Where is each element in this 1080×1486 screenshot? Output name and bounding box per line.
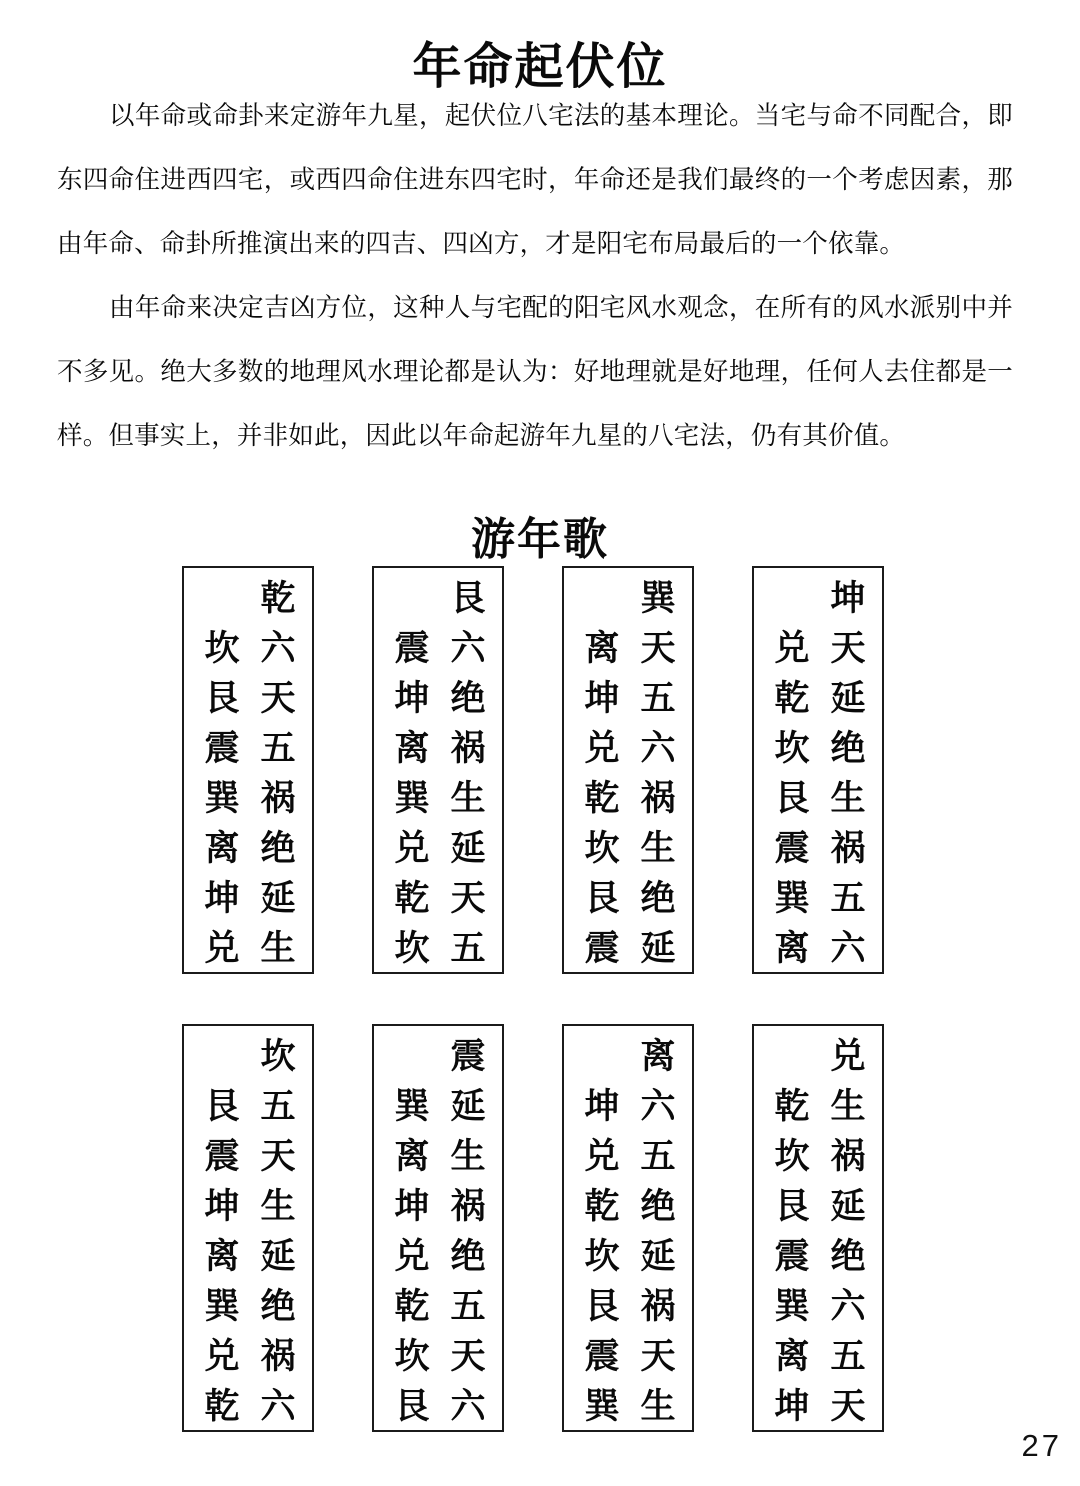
- trigram-cell: 震: [394, 628, 430, 669]
- star-cell: 五: [260, 728, 296, 769]
- verse-box-head: 坎: [260, 1036, 296, 1077]
- trigram-cell: 震: [774, 828, 810, 869]
- trigram-cell: 坎: [204, 628, 240, 669]
- verse-box: [752, 1024, 884, 1432]
- trigram-cell: 巽: [204, 778, 240, 819]
- trigram-cell: 艮: [774, 1186, 810, 1227]
- star-cell: 生: [260, 928, 296, 969]
- star-cell: 生: [450, 778, 486, 819]
- verse-box-head: 震: [450, 1036, 486, 1077]
- trigram-cell: 兑: [584, 1136, 620, 1177]
- trigram-cell: 巽: [394, 1086, 430, 1127]
- verse-box: [752, 566, 884, 974]
- star-column: [440, 1032, 496, 1432]
- trigram-cell: 艮: [394, 1386, 430, 1427]
- trigram-cell: 艮: [584, 1286, 620, 1327]
- trigram-cell: 离: [394, 1136, 430, 1177]
- body-text-block: [57, 84, 1013, 276]
- trigram-cell: 兑: [204, 928, 240, 969]
- trigram-cell: 坎: [584, 828, 620, 869]
- trigram-cell: 震: [774, 1236, 810, 1277]
- trigram-cell: 坤: [204, 1186, 240, 1227]
- page-number: 27: [1021, 1428, 1062, 1463]
- verse-box: [562, 566, 694, 974]
- trigram-cell: 离: [774, 928, 810, 969]
- paragraph-2: 由年命来决定吉凶方位，这种人与宅配的阳宅风水观念，在所有的风水派别中并不多见。绝大多数的地理风水理论都是认为：好地理就是好地理，任何人去住都是一样。但事实上，并非如此，因此以年命起游年九星的八宅法，仍有其价值。: [57, 293, 1013, 450]
- verse-box-head: 巽: [640, 578, 676, 619]
- star-cell: 延: [830, 678, 866, 719]
- trigram-cell: 乾: [584, 1186, 620, 1227]
- star-cell: 延: [260, 1236, 296, 1277]
- star-cell: 祸: [450, 1186, 486, 1227]
- verse-box-head: 兑: [830, 1036, 866, 1077]
- trigram-cell: 坤: [774, 1386, 810, 1427]
- trigram-cell: 震: [204, 1136, 240, 1177]
- star-column: [820, 574, 876, 974]
- star-cell: 六: [640, 1086, 676, 1127]
- trigram-cell: 坎: [394, 928, 430, 969]
- trigram-cell: 坤: [584, 1086, 620, 1127]
- star-cell: 天: [830, 1386, 866, 1427]
- trigram-cell: 离: [774, 1336, 810, 1377]
- star-cell: 绝: [830, 1236, 866, 1277]
- star-cell: 绝: [260, 1286, 296, 1327]
- trigram-cell: 震: [204, 728, 240, 769]
- trigram-cell: 坎: [774, 728, 810, 769]
- star-cell: 六: [450, 1386, 486, 1427]
- verse-box: [372, 566, 504, 974]
- star-cell: 绝: [640, 878, 676, 919]
- trigram-column: [384, 574, 440, 974]
- trigram-cell: 坎: [584, 1236, 620, 1277]
- trigram-cell: 离: [204, 828, 240, 869]
- trigram-cell: 兑: [584, 728, 620, 769]
- trigram-column: [764, 574, 820, 974]
- trigram-cell: 乾: [204, 1386, 240, 1427]
- body-text-block-2: [57, 276, 1013, 468]
- star-cell: 绝: [450, 1236, 486, 1277]
- star-cell: 五: [260, 1086, 296, 1127]
- trigram-cell: 兑: [394, 1236, 430, 1277]
- star-cell: 延: [450, 1086, 486, 1127]
- star-column: [250, 574, 306, 974]
- trigram-cell: 震: [584, 928, 620, 969]
- trigram-cell: 艮: [774, 778, 810, 819]
- star-cell: 六: [260, 1386, 296, 1427]
- verse-box-head: 艮: [450, 578, 486, 619]
- trigram-cell: 坎: [394, 1336, 430, 1377]
- star-cell: 生: [450, 1136, 486, 1177]
- star-cell: 祸: [450, 728, 486, 769]
- star-cell: 祸: [830, 1136, 866, 1177]
- star-cell: 祸: [640, 778, 676, 819]
- star-cell: 祸: [640, 1286, 676, 1327]
- verse-box-head: 坤: [830, 578, 866, 619]
- verse-box: [182, 1024, 314, 1432]
- trigram-column: [194, 1032, 250, 1432]
- star-cell: 延: [640, 1236, 676, 1277]
- star-cell: 五: [450, 928, 486, 969]
- trigram-cell: 坤: [204, 878, 240, 919]
- star-cell: 生: [260, 1186, 296, 1227]
- star-cell: 天: [640, 1336, 676, 1377]
- star-cell: 绝: [830, 728, 866, 769]
- star-cell: 延: [260, 878, 296, 919]
- section-title: 游年歌: [471, 513, 609, 565]
- star-cell: 生: [640, 1386, 676, 1427]
- star-cell: 五: [450, 1286, 486, 1327]
- star-cell: 天: [450, 1336, 486, 1377]
- verse-box-head: 乾: [260, 578, 296, 619]
- trigram-cell: 兑: [394, 828, 430, 869]
- trigram-cell: 巽: [774, 1286, 810, 1327]
- star-cell: 绝: [450, 678, 486, 719]
- trigram-cell: 巽: [204, 1286, 240, 1327]
- verse-box: [182, 566, 314, 974]
- trigram-cell: 坤: [394, 1186, 430, 1227]
- page-title: 年命起伏位: [412, 36, 668, 95]
- trigram-cell: 巽: [394, 778, 430, 819]
- star-column: [630, 1032, 686, 1432]
- trigram-cell: 艮: [584, 878, 620, 919]
- trigram-cell: 乾: [584, 778, 620, 819]
- star-cell: 五: [830, 1336, 866, 1377]
- trigram-cell: 乾: [394, 878, 430, 919]
- star-column: [250, 1032, 306, 1432]
- star-cell: 祸: [260, 1336, 296, 1377]
- verse-box-head: 离: [640, 1036, 676, 1077]
- star-cell: 绝: [260, 828, 296, 869]
- verse-box: [372, 1024, 504, 1432]
- trigram-cell: 艮: [204, 678, 240, 719]
- star-cell: 延: [450, 828, 486, 869]
- trigram-cell: 巽: [584, 1386, 620, 1427]
- trigram-cell: 兑: [204, 1336, 240, 1377]
- star-column: [820, 1032, 876, 1432]
- verse-box-row-top: [0, 566, 1080, 976]
- star-cell: 生: [830, 1086, 866, 1127]
- star-cell: 六: [830, 928, 866, 969]
- trigram-cell: 乾: [394, 1286, 430, 1327]
- trigram-cell: 坤: [394, 678, 430, 719]
- trigram-cell: 巽: [774, 878, 810, 919]
- star-cell: 延: [830, 1186, 866, 1227]
- star-cell: 祸: [830, 828, 866, 869]
- trigram-cell: 兑: [774, 628, 810, 669]
- trigram-column: [764, 1032, 820, 1432]
- star-cell: 天: [830, 628, 866, 669]
- star-cell: 延: [640, 928, 676, 969]
- trigram-cell: 艮: [204, 1086, 240, 1127]
- trigram-column: [384, 1032, 440, 1432]
- star-cell: 祸: [260, 778, 296, 819]
- star-column: [630, 574, 686, 974]
- trigram-cell: 坎: [774, 1136, 810, 1177]
- star-cell: 天: [260, 1136, 296, 1177]
- trigram-cell: 乾: [774, 1086, 810, 1127]
- trigram-column: [194, 574, 250, 974]
- star-cell: 六: [260, 628, 296, 669]
- trigram-cell: 震: [584, 1336, 620, 1377]
- star-cell: 五: [640, 1136, 676, 1177]
- star-cell: 绝: [640, 1186, 676, 1227]
- star-cell: 天: [260, 678, 296, 719]
- trigram-cell: 离: [584, 628, 620, 669]
- star-cell: 六: [830, 1286, 866, 1327]
- trigram-column: [574, 1032, 630, 1432]
- verse-box-row-bottom: [0, 1024, 1080, 1434]
- trigram-cell: 乾: [774, 678, 810, 719]
- star-cell: 六: [640, 728, 676, 769]
- trigram-cell: 离: [394, 728, 430, 769]
- star-cell: 生: [640, 828, 676, 869]
- star-cell: 天: [640, 628, 676, 669]
- star-column: [440, 574, 496, 974]
- trigram-cell: 离: [204, 1236, 240, 1277]
- trigram-column: [574, 574, 630, 974]
- trigram-cell: 坤: [584, 678, 620, 719]
- star-cell: 生: [830, 778, 866, 819]
- star-cell: 天: [450, 878, 486, 919]
- star-cell: 六: [450, 628, 486, 669]
- paragraph-1: 以年命或命卦来定游年九星，起伏位八宅法的基本理论。当宅与命不同配合，即东四命住进西四宅，或西四命住进东四宅时，年命还是我们最终的一个考虑因素，那由年命、命卦所推演出来的四吉、四凶方，才是阳宅布局最后的一个依靠。: [57, 101, 1013, 258]
- star-cell: 五: [830, 878, 866, 919]
- verse-box: [562, 1024, 694, 1432]
- star-cell: 五: [640, 678, 676, 719]
